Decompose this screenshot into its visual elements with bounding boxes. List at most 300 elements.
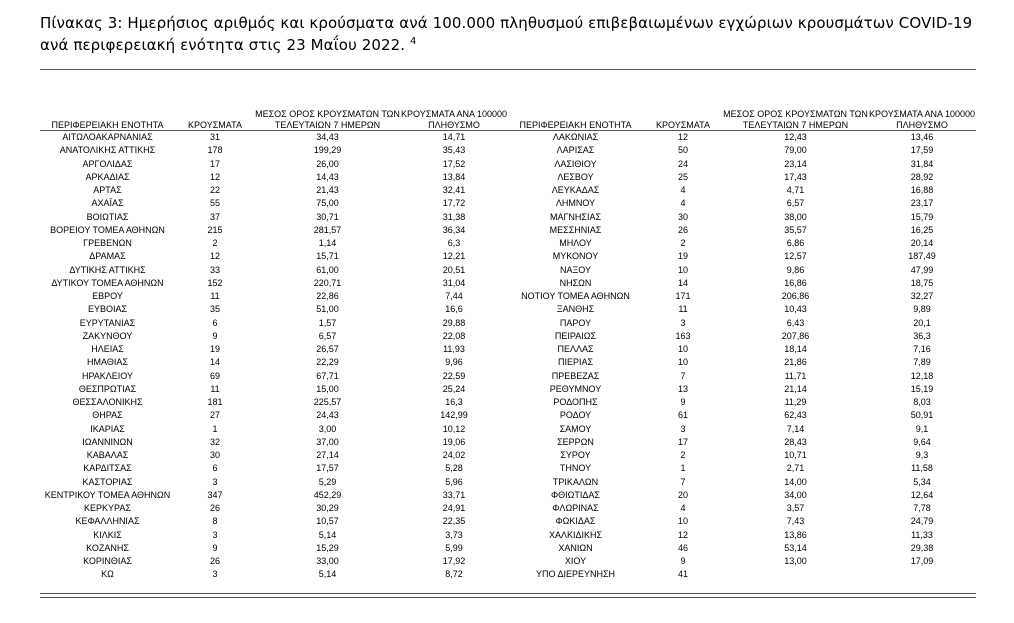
left-per100k-cell: 22,35	[442, 516, 466, 527]
right-per100k-cell: 187,49	[908, 251, 936, 262]
left-cases-cell: 26	[209, 503, 220, 514]
right-avg7-cell: 16,86	[784, 277, 807, 288]
right-per100k-cell: 47,99	[910, 264, 934, 275]
right-per100k-cell: 36,3	[913, 330, 931, 341]
right-avg7-cell: 12,57	[784, 251, 807, 262]
left-avg7-cell: 17,57	[316, 463, 339, 474]
left-region-cell: ΙΩΑΝΝΙΝΩΝ	[82, 436, 133, 447]
right-avg7-cell: 7,14	[786, 423, 805, 434]
right-per100k-cell: 18,75	[910, 277, 934, 288]
left-per100k-cell: 19,06	[442, 436, 466, 447]
right-cases-cell: 19	[677, 251, 688, 262]
right-avg7-cell: 13,86	[784, 529, 807, 540]
right-region-cell: ΠΡΕΒΕΖΑΣ	[551, 370, 600, 381]
right-avg7-cell: 7,43	[786, 516, 805, 527]
right-avg7-cell: 206,86	[781, 291, 810, 302]
right-per100k-cell: 15,19	[910, 383, 934, 394]
right-per100k-cell: 17,09	[910, 556, 934, 567]
left-avg7-cell: 15,29	[316, 542, 339, 553]
right-cases-cell: 2	[680, 238, 686, 249]
left-region-cell: ΚΑΡΔΙΤΣΑΣ	[83, 463, 132, 474]
left-cases-cell: 9	[212, 542, 218, 553]
table-body	[40, 131, 976, 582]
right-avg7-cell: 38,00	[784, 211, 807, 222]
right-per100k-cell: 23,17	[910, 198, 934, 209]
right-cases-cell: 9	[680, 556, 686, 567]
right-per100k-cell: 20,14	[910, 238, 934, 249]
right-cases-cell: 7	[680, 476, 686, 487]
left-avg7-cell: 1,14	[318, 238, 337, 249]
right-region-cell: ΛΑΣΙΘΙΟΥ	[554, 158, 597, 169]
left-region-cell: ΔΥΤΙΚΗΣ ΑΤΤΙΚΗΣ	[69, 264, 146, 275]
left-region-cell: ΕΥΡΥΤΑΝΙΑΣ	[79, 317, 136, 328]
left-per100k-cell: 22,08	[442, 330, 466, 341]
left-per100k-cell: 7,44	[445, 291, 463, 302]
right-region-cell: ΤΡΙΚΑΛΩΝ	[552, 476, 599, 487]
left-cases-cell: 347	[207, 489, 223, 500]
left-avg7-cell: 225,57	[313, 397, 342, 408]
right-region-cell: ΛΗΜΝΟΥ	[555, 198, 596, 209]
right-per100k-cell: 7,89	[913, 357, 931, 368]
right-per100k-cell: 9,1	[915, 423, 929, 434]
table-row	[40, 436, 976, 449]
right-cases-cell: 9	[680, 397, 686, 408]
right-region-cell: ΧΑΝΙΩΝ	[558, 542, 593, 553]
header-per100k-left: ΚΡΟΥΣΜΑΤΑ ΑΝΑ 100000 ΠΛΗΘΥΣΜΟ	[400, 94, 508, 131]
left-per100k-cell: 20,51	[442, 264, 466, 275]
left-per100k-cell: 11,93	[443, 344, 465, 355]
left-avg7-cell: 27,14	[316, 450, 339, 461]
left-per100k-cell: 12,21	[442, 251, 466, 262]
left-per100k-cell: 31,38	[442, 211, 466, 222]
left-cases-cell: 3	[212, 529, 218, 540]
left-cases-cell: 33	[209, 264, 220, 275]
right-avg7-cell: 17,43	[784, 171, 807, 182]
right-per100k-cell: 20,1	[913, 317, 931, 328]
right-region-cell: ΜΗΛΟΥ	[559, 238, 592, 249]
left-cases-cell: 181	[207, 397, 223, 408]
left-avg7-cell: 37,00	[316, 436, 339, 447]
left-per100k-cell: 17,72	[442, 198, 466, 209]
left-cases-cell: 32	[209, 436, 220, 447]
left-cases-cell: 6	[212, 317, 218, 328]
left-cases-cell: 3	[212, 569, 218, 580]
right-per100k-cell: 9,89	[913, 304, 931, 315]
right-region-cell: ΜΥΚΟΝΟΥ	[552, 251, 599, 262]
table-row	[40, 356, 976, 369]
left-avg7-cell: 26,00	[316, 158, 339, 169]
left-per100k-cell: 3,73	[445, 529, 463, 540]
right-cases-cell: 10	[677, 264, 688, 275]
right-avg7-cell: 12,43	[784, 132, 807, 143]
table-row	[40, 396, 976, 409]
table-row	[40, 317, 976, 330]
left-cases-cell: 30	[209, 450, 220, 461]
right-per100k-cell: 12,18	[910, 370, 934, 381]
top-rule	[40, 69, 976, 70]
left-per100k-cell: 5,99	[445, 542, 463, 553]
left-cases-cell: 9	[212, 330, 218, 341]
table-row	[40, 184, 976, 197]
left-cases-cell: 14	[209, 357, 220, 368]
right-avg7-cell: 23,14	[784, 158, 807, 169]
left-cases-cell: 11	[210, 383, 220, 394]
table-row	[40, 264, 976, 277]
left-region-cell: ΔΡΑΜΑΣ	[89, 251, 126, 262]
left-region-cell: ΗΜΑΘΙΑΣ	[87, 357, 128, 368]
header-avg7-right: ΜΕΣΟΣ ΟΡΟΣ ΚΡΟΥΣΜΑΤΩΝ ΤΩΝ ΤΕΛΕΥΤΑΙΩΝ 7 ΗΜΕΡΩΝ	[723, 94, 868, 131]
left-per100k-cell: 22,59	[442, 370, 466, 381]
left-cases-cell: 178	[207, 145, 223, 156]
right-per100k-cell: 9,3	[915, 450, 929, 461]
left-per100k-cell: 31,04	[442, 277, 466, 288]
left-per100k-cell: 6,3	[447, 238, 461, 249]
left-avg7-cell: 220,71	[313, 277, 342, 288]
left-avg7-cell: 5,14	[318, 569, 337, 580]
right-avg7-cell: 9,86	[786, 264, 805, 275]
right-cases-cell: 25	[677, 171, 688, 182]
left-region-cell: ΖΑΚΥΝΘΟΥ	[82, 330, 133, 341]
right-per100k-cell: 17,59	[910, 145, 934, 156]
left-region-cell: ΕΒΡΟΥ	[92, 291, 123, 302]
left-region-cell: ΗΛΕΙΑΣ	[91, 344, 124, 355]
right-region-cell: ΦΘΙΩΤΙΔΑΣ	[551, 489, 600, 500]
left-avg7-cell: 6,57	[318, 330, 337, 341]
left-per100k-cell: 10,12	[442, 423, 466, 434]
right-cases-cell: 12	[677, 529, 688, 540]
left-avg7-cell: 22,86	[316, 291, 339, 302]
left-per100k-cell: 142,99	[440, 410, 468, 421]
left-cases-cell: 26	[209, 556, 220, 567]
left-region-cell: ΒΟΡΕΙΟΥ ΤΟΜΕΑ ΑΘΗΝΩΝ	[50, 224, 165, 235]
left-avg7-cell: 24,43	[316, 410, 339, 421]
right-cases-cell: 20	[677, 489, 688, 500]
right-region-cell: ΠΑΡΟΥ	[559, 317, 592, 328]
table-row	[40, 462, 976, 475]
left-per100k-cell: 13,84	[442, 171, 466, 182]
right-region-cell: ΡΕΘΥΜΝΟΥ	[549, 383, 602, 394]
right-avg7-cell: 21,86	[784, 357, 807, 368]
left-cases-cell: 37	[209, 211, 220, 222]
left-cases-cell: 17	[209, 158, 220, 169]
left-per100k-cell: 17,92	[442, 556, 466, 567]
right-cases-cell: 30	[677, 211, 688, 222]
right-avg7-cell: 21,14	[784, 383, 807, 394]
right-region-cell: ΦΛΩΡΙΝΑΣ	[552, 503, 599, 514]
table-row	[40, 370, 976, 383]
table-row	[40, 449, 976, 462]
table-row	[40, 542, 976, 555]
right-cases-cell: 3	[680, 317, 686, 328]
left-per100k-cell: 16,3	[445, 397, 463, 408]
left-avg7-cell: 61,00	[316, 264, 339, 275]
left-avg7-cell: 281,57	[313, 224, 342, 235]
right-per100k-cell: 31,84	[910, 158, 934, 169]
left-avg7-cell: 30,71	[316, 211, 339, 222]
right-cases-cell: 50	[677, 145, 688, 156]
cases-table	[40, 94, 976, 582]
right-per100k-cell	[868, 568, 976, 581]
right-per100k-cell: 8,03	[913, 397, 931, 408]
right-region-cell: ΞΑΝΘΗΣ	[556, 304, 595, 315]
left-cases-cell: 3	[212, 476, 218, 487]
table-row	[40, 158, 976, 171]
left-region-cell: ΑΡΓΟΛΙΔΑΣ	[82, 158, 133, 169]
header-per100k-right: ΚΡΟΥΣΜΑΤΑ ΑΝΑ 100000 ΠΛΗΘΥΣΜΟ	[868, 94, 976, 131]
left-avg7-cell: 5,29	[318, 476, 337, 487]
table-row	[40, 568, 976, 581]
left-region-cell: ΘΕΣΣΑΛΟΝΙΚΗΣ	[72, 397, 143, 408]
right-region-cell: ΡΟΔΟΥ	[559, 410, 592, 421]
left-cases-cell: 27	[209, 410, 220, 421]
table-row	[40, 502, 976, 515]
right-avg7-cell: 53,14	[784, 542, 807, 553]
left-region-cell: ΚΩ	[101, 569, 114, 580]
left-region-cell: ΚΕΡΚΥΡΑΣ	[84, 503, 131, 514]
footnote-marker: 4	[410, 36, 417, 47]
right-avg7-cell: 79,00	[784, 145, 807, 156]
right-avg7-cell: 3,57	[786, 503, 805, 514]
left-region-cell: ΚΑΣΤΟΡΙΑΣ	[82, 476, 133, 487]
right-cases-cell: 4	[680, 198, 686, 209]
table-row	[40, 489, 976, 502]
table-row	[40, 277, 976, 290]
right-region-cell: ΜΑΓΝΗΣΙΑΣ	[549, 211, 602, 222]
right-cases-cell: 14	[677, 277, 688, 288]
left-region-cell: ΓΡΕΒΕΝΩΝ	[83, 238, 132, 249]
left-cases-cell: 215	[207, 224, 223, 235]
left-region-cell: ΒΟΙΩΤΙΑΣ	[86, 211, 129, 222]
left-region-cell: ΑΡΤΑΣ	[93, 185, 122, 196]
right-per100k-cell: 28,92	[910, 171, 934, 182]
left-cases-cell: 11	[210, 291, 220, 302]
left-cases-cell: 31	[209, 132, 220, 143]
left-avg7-cell: 26,57	[316, 344, 339, 355]
right-avg7-cell: 207,86	[781, 330, 810, 341]
right-region-cell: ΝΟΤΙΟΥ ΤΟΜΕΑ ΑΘΗΝΩΝ	[521, 291, 630, 302]
right-region-cell: ΠΕΛΛΑΣ	[557, 344, 594, 355]
left-per100k-cell: 24,02	[442, 450, 466, 461]
table-row	[40, 330, 976, 343]
table-row	[40, 303, 976, 316]
table-row	[40, 409, 976, 422]
right-per100k-cell: 16,88	[910, 185, 934, 196]
left-cases-cell: 69	[209, 370, 220, 381]
header-row	[40, 94, 976, 131]
right-region-cell: ΜΕΣΣΗΝΙΑΣ	[549, 224, 602, 235]
table-row	[40, 423, 976, 436]
right-cases-cell: 163	[675, 330, 691, 341]
left-per100k-cell: 32,41	[442, 185, 466, 196]
right-cases-cell: 4	[680, 503, 686, 514]
left-region-cell: ΚΟΡΙΝΘΙΑΣ	[83, 556, 132, 567]
left-cases-cell: 55	[209, 198, 220, 209]
right-per100k-cell: 5,34	[913, 476, 931, 487]
right-per100k-cell: 7,16	[913, 344, 931, 355]
right-region-cell: ΛΕΣΒΟΥ	[557, 171, 594, 182]
left-region-cell: ΚΟΖΑΝΗΣ	[86, 542, 129, 553]
right-avg7-cell: 62,43	[784, 410, 807, 421]
header-avg7-left: ΜΕΣΟΣ ΟΡΟΣ ΚΡΟΥΣΜΑΤΩΝ ΤΩΝ ΤΕΛΕΥΤΑΙΩΝ 7 ΗΜΕΡΩΝ	[255, 94, 400, 131]
right-region-cell: ΝΗΣΩΝ	[559, 277, 592, 288]
right-cases-cell: 12	[677, 132, 688, 143]
table-row	[40, 211, 976, 224]
header-cases-left: ΚΡΟΥΣΜΑΤΑ	[175, 94, 255, 131]
left-region-cell: ΚΕΦΑΛΛΗΝΙΑΣ	[75, 516, 140, 527]
right-per100k-cell: 15,79	[910, 211, 934, 222]
right-per100k-cell: 50,91	[910, 410, 934, 421]
left-per100k-cell: 14,71	[442, 132, 466, 143]
right-avg7-cell: 13,00	[784, 556, 807, 567]
left-cases-cell: 1	[212, 423, 218, 434]
right-avg7-cell: 14,00	[784, 476, 807, 487]
table-row	[40, 197, 976, 210]
right-cases-cell: 41	[677, 569, 688, 580]
header-region-left: ΠΕΡΙΦΕΡΕΙΑΚΗ ΕΝΟΤΗΤΑ	[40, 94, 175, 131]
right-region-cell: ΣΕΡΡΩΝ	[557, 436, 594, 447]
right-cases-cell: 11	[678, 304, 688, 315]
right-region-cell: ΡΟΔΟΠΗΣ	[553, 397, 598, 408]
table-row	[40, 131, 976, 145]
left-per100k-cell: 16,6	[445, 304, 463, 315]
left-cases-cell: 8	[212, 516, 218, 527]
table-row	[40, 555, 976, 568]
table-row	[40, 250, 976, 263]
right-cases-cell: 2	[680, 450, 686, 461]
right-avg7-cell: 34,00	[784, 489, 807, 500]
right-per100k-cell: 29,38	[910, 542, 934, 553]
left-cases-cell: 12	[209, 251, 220, 262]
right-avg7-cell: 18,14	[784, 344, 807, 355]
left-per100k-cell: 24,91	[442, 503, 466, 514]
right-cases-cell: 3	[680, 423, 686, 434]
table-row	[40, 383, 976, 396]
right-region-cell: ΥΠΟ ΔΙΕΡΕΥΝΗΣΗ	[535, 569, 616, 580]
left-per100k-cell: 29,88	[442, 317, 466, 328]
table-row	[40, 171, 976, 184]
right-region-cell: ΠΕΙΡΑΙΩΣ	[554, 330, 597, 341]
left-avg7-cell: 51,00	[316, 304, 339, 315]
left-per100k-cell: 8,72	[445, 569, 463, 580]
left-per100k-cell: 5,28	[445, 463, 463, 474]
bottom-rule-lower	[40, 597, 976, 598]
right-per100k-cell: 7,78	[913, 503, 931, 514]
right-avg7-cell: 28,43	[784, 436, 807, 447]
left-region-cell: ΑΡΚΑΔΙΑΣ	[85, 171, 130, 182]
right-region-cell: ΠΙΕΡΙΑΣ	[557, 357, 594, 368]
right-region-cell: ΛΑΡΙΣΑΣ	[556, 145, 595, 156]
left-per100k-cell: 9,96	[445, 357, 463, 368]
left-cases-cell: 19	[209, 344, 220, 355]
table-row	[40, 144, 976, 157]
right-region-cell: ΛΑΚΩΝΙΑΣ	[552, 132, 599, 143]
left-region-cell: ΘΕΣΠΡΩΤΙΑΣ	[78, 383, 137, 394]
left-region-cell: ΚΕΝΤΡΙΚΟΥ ΤΟΜΕΑ ΑΘΗΝΩΝ	[44, 489, 171, 500]
table-row	[40, 224, 976, 237]
table-row	[40, 529, 976, 542]
left-avg7-cell: 30,29	[316, 503, 339, 514]
left-per100k-cell: 35,43	[442, 145, 466, 156]
table-caption	[40, 12, 980, 56]
left-avg7-cell: 452,29	[313, 489, 342, 500]
right-avg7-cell: 2,71	[786, 463, 805, 474]
left-cases-cell: 12	[209, 171, 220, 182]
table-row	[40, 343, 976, 356]
left-region-cell: ΘΗΡΑΣ	[92, 410, 123, 421]
right-region-cell: ΤΗΝΟΥ	[559, 463, 592, 474]
left-avg7-cell: 1,57	[318, 317, 337, 328]
left-avg7-cell: 5,14	[318, 529, 337, 540]
right-cases-cell: 4	[680, 185, 686, 196]
right-avg7-cell	[723, 568, 868, 581]
right-cases-cell: 26	[677, 224, 688, 235]
right-avg7-cell: 11,29	[784, 397, 807, 408]
right-avg7-cell: 10,71	[784, 450, 807, 461]
left-avg7-cell: 33,00	[316, 556, 339, 567]
left-per100k-cell: 17,52	[442, 158, 466, 169]
left-per100k-cell: 33,71	[442, 489, 466, 500]
right-cases-cell: 10	[677, 516, 688, 527]
left-region-cell: ΔΥΤΙΚΟΥ ΤΟΜΕΑ ΑΘΗΝΩΝ	[51, 277, 164, 288]
left-avg7-cell: 15,71	[316, 251, 339, 262]
left-cases-cell: 22	[209, 185, 220, 196]
right-per100k-cell: 32,27	[910, 291, 934, 302]
right-per100k-cell: 9,64	[913, 436, 931, 447]
right-avg7-cell: 6,86	[786, 238, 805, 249]
right-per100k-cell: 24,79	[910, 516, 934, 527]
left-avg7-cell: 14,43	[316, 171, 339, 182]
left-cases-cell: 2	[212, 238, 218, 249]
right-avg7-cell: 4,71	[786, 185, 805, 196]
left-region-cell: ΚΑΒΑΛΑΣ	[86, 450, 129, 461]
left-avg7-cell: 21,43	[316, 185, 339, 196]
left-cases-cell: 35	[209, 304, 220, 315]
right-avg7-cell: 10,43	[784, 304, 807, 315]
table-row	[40, 237, 976, 250]
left-per100k-cell: 5,96	[445, 476, 463, 487]
left-cases-cell: 6	[212, 463, 218, 474]
left-avg7-cell: 3,00	[318, 423, 337, 434]
table-row	[40, 515, 976, 528]
right-cases-cell: 171	[675, 291, 691, 302]
left-avg7-cell: 75,00	[316, 198, 339, 209]
header-cases-right: ΚΡΟΥΣΜΑΤΑ	[643, 94, 723, 131]
right-per100k-cell: 13,46	[910, 132, 934, 143]
left-avg7-cell: 199,29	[313, 145, 342, 156]
table-row	[40, 290, 976, 303]
left-avg7-cell: 10,57	[316, 516, 339, 527]
left-avg7-cell: 34,43	[316, 132, 339, 143]
right-avg7-cell: 11,71	[784, 370, 807, 381]
bottom-rule-upper	[40, 593, 976, 594]
right-cases-cell: 1	[680, 463, 686, 474]
right-cases-cell: 10	[677, 344, 688, 355]
right-cases-cell: 13	[677, 383, 688, 394]
left-per100k-cell: 25,24	[442, 383, 466, 394]
right-region-cell: ΝΑΞΟΥ	[559, 264, 592, 275]
right-avg7-cell: 35,57	[784, 224, 807, 235]
right-cases-cell: 10	[677, 357, 688, 368]
table-row	[40, 476, 976, 489]
left-region-cell: ΗΡΑΚΛΕΙΟΥ	[81, 370, 134, 381]
left-region-cell: ΑΙΤΩΛΟΑΚΑΡΝΑΝΙΑΣ	[62, 132, 153, 143]
right-region-cell: ΦΩΚΙΔΑΣ	[555, 516, 596, 527]
right-avg7-cell: 6,43	[786, 317, 805, 328]
right-cases-cell: 17	[677, 436, 688, 447]
right-region-cell: ΧΙΟΥ	[564, 556, 587, 567]
right-region-cell: ΣΑΜΟΥ	[559, 423, 592, 434]
left-region-cell: ΑΝΑΤΟΛΙΚΗΣ ΑΤΤΙΚΗΣ	[59, 145, 156, 156]
